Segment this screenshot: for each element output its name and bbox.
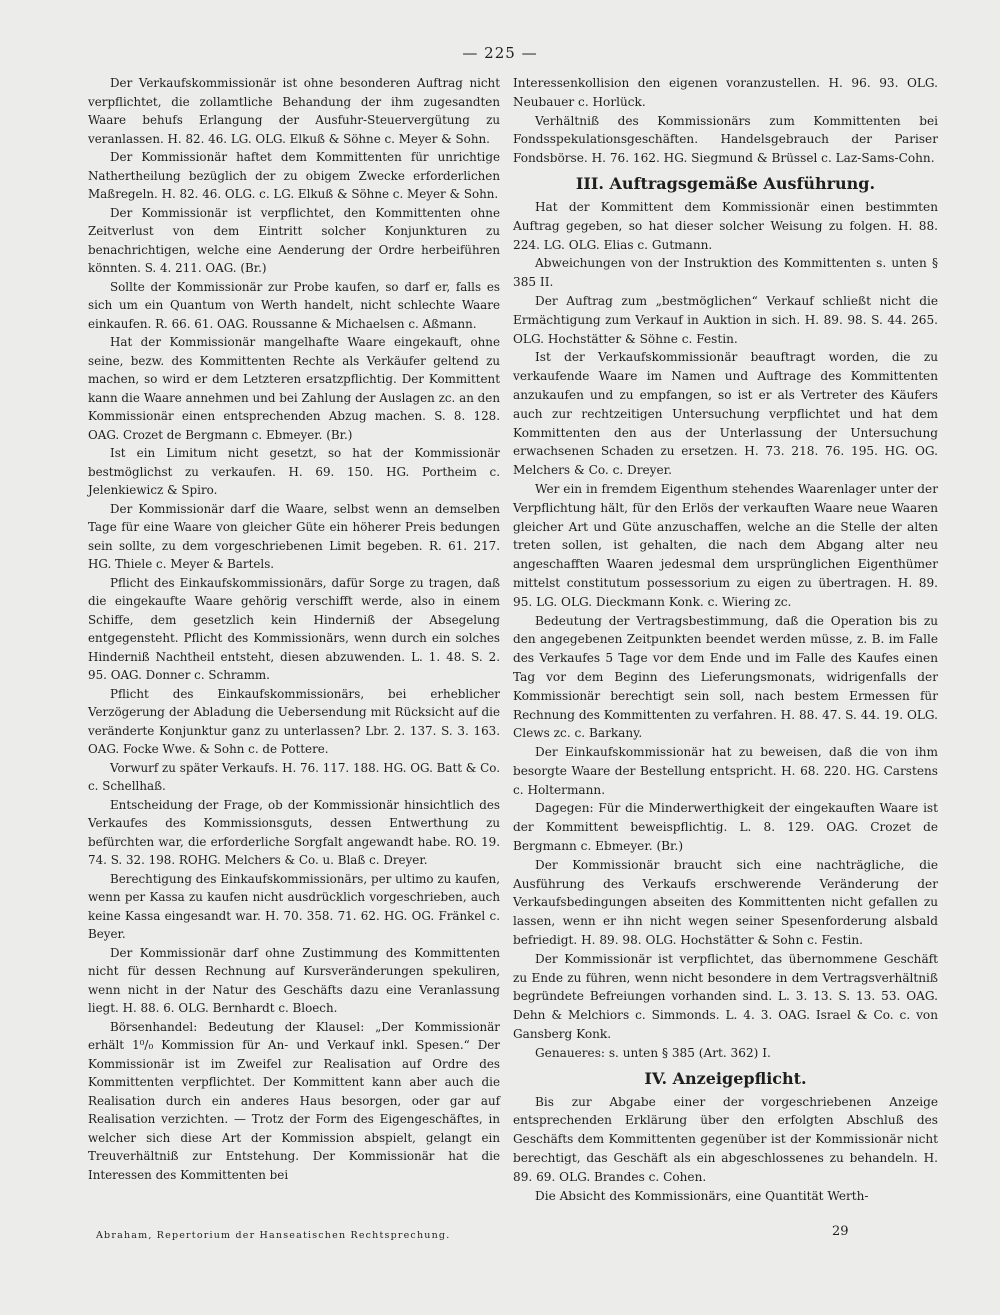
paragraph: Der Kommissionär ist verpflichtet, den Kommittenten ohne Zeitverlust von dem Eintritt solcher Konjunkturen zu benachrichtigen, welche eine Aenderung der Ordre herbeiführen könnten. S. 4. 211. OAG. (Br.) xyxy=(88,205,500,275)
page-number: — 225 — xyxy=(462,44,538,62)
paragraph: Der Kommissionär ist verpflichtet, das übernommene Geschäft zu Ende zu führen, wenn nicht besondere in dem Vertragsverhältniß begründete Befreiungen vorhanden sind. L. 3. 13. S. 13. 53. OAG. Dehn & Melchiors c. Simmonds. L. 4. 3. OAG. Israel & Co. c. von Gansberg Konk. xyxy=(513,951,938,1042)
paragraph: Die Absicht des Kommissionärs, eine Quantität Werth- xyxy=(535,1188,869,1203)
paragraph: Der Verkaufskommissionär ist ohne besonderen Auftrag nicht verpflichtet, die zollamtliche Behandung der ihm zugesandten Waare behufs Erlangung der Ausfuhr-Steuervergütung zu veranlassen. H. 82. 46. LG. OLG. Elkuß & Söhne c. Meyer & Sohn. xyxy=(88,76,500,146)
paragraph: Der Kommissionär braucht sich eine nachträgliche, die Ausführung des Verkaufs erschwerende Veränderung der Verkaufsbedingungen abseiten des Kommittenten nicht gefallen zu lassen, wenn er ihn nicht wegen seiner Spesenforderung alsbald befriedigt. H. 89. 98. OLG. Hochstätter & Sohn c. Festin. xyxy=(513,857,938,948)
paragraph: Wer ein in fremdem Eigenthum stehendes Waarenlager unter der Verpflichtung hält, für den Erlös der verkauften Waare neue Waaren gleicher Art und Güte anzuschaffen, welche an die Stelle der alten treten sollen, ist gehalten, die nach dem Abgang alter neu angeschafften Waaren jedesmal dem ursprünglichen Eigenthümer mittelst constitutum possessorium zu eigen zu übertragen. H. 89. 95. LG. OLG. Dieckmann Konk. c. Wiering zc. xyxy=(513,481,938,609)
paragraph: Ist der Verkaufskommissionär beauftragt worden, die zu verkaufende Waare im Namen und Auftrage des Kommittenten anzukaufen und zu empfangen, so ist er als Vertreter des Käufers auch zur rechtzeitigen Untersuchung verpflichtet und hat dem Kommittenten den aus der Unterlassung der Untersuchung erwachsenen Schaden zu ersetzen. H. 73. 218. 76. 195. HG. OG. Melchers & Co. c. Dreyer. xyxy=(513,350,938,478)
paragraph: Sollte der Kommissionär zur Probe kaufen, so darf er, falls es sich um ein Quantum von Werth handelt, nicht schlechte Waare einkaufen. R. 66. 61. OAG. Roussanne & Michaelsen c. Aßmann. xyxy=(88,279,500,331)
paragraph: Interessenkollision den eigenen voranzustellen. H. 96. 93. OLG. Neubauer c. Horlück. xyxy=(513,76,938,109)
paragraph: Bis zur Abgabe einer der vorgeschriebenen Anzeige entsprechenden Erklärung über den erfolgten Abschluß des Geschäfts dem Kommittenten gegenüber ist der Kommissionär nicht berechtigt, das Geschäft als ein abgeschlossenes zu behandeln. H. 89. 69. OLG. Brandes c. Cohen. xyxy=(513,1094,938,1184)
paragraph: Börsenhandel: Bedeutung der Klausel: „Der Kommissionär erhält 1⁰/₀ Kommission für An- und Verkauf inkl. Spesen.“ Der Kommissionär ist im Zweifel zur Realisation auf Ordre des Kommittenten verpflichtet. Der Kommittent kann aber auch die Realisation durch ein anderes Haus besorgen, oder gar auf Realisation verzichten. — Trotz der Form des Eigengeschäftes, in welcher sich diese Art der Kommission abspielt, gelangt ein Treuverhältniß zur Entstehung. Der Kommissionär hat die Interessen des Kommittenten bei xyxy=(88,1019,500,1182)
footer-citation: Abraham, Repertorium der Hanseatischen Rechtsprechung. xyxy=(96,1230,451,1241)
section-heading: IV. Anzeigepflicht. xyxy=(644,1068,807,1088)
section-heading: III. Auftragsgemäße Ausführung. xyxy=(575,173,876,193)
paragraph: Pflicht des Einkaufskommissionärs, bei erheblicher Verzögerung der Abladung die Uebersendung mit Rücksicht auf die veränderte Konjunktur ganz zu unterlassen? Lbr. 2. 137. S. 3. 163. OAG. Focke Wwe. & Sohn c. de Pottere. xyxy=(88,686,500,756)
paragraph: Der Kommissionär darf die Waare, selbst wenn an demselben Tage für eine Waare von gleicher Güte ein höherer Preis bedungen sein sollte, zu dem vorgeschriebenen Limit begeben. R. 61. 217. HG. Thiele c. Meyer & Bartels. xyxy=(88,501,500,571)
left-column xyxy=(88,74,500,1184)
paragraph: Hat der Kommissionär mangelhafte Waare eingekauft, ohne seine, bezw. des Kommittenten Rechte als Verkäufer geltend zu machen, so wird er dem Letzteren ersatzpflichtig. Der Kommittent kann die Waare annehmen und bei Zahlung der Auslagen zc. an den Kommissionär einen entsprechenden Abzug machen. S. 8. 128. OAG. Crozet de Bergmann c. Ebmeyer. (Br.) xyxy=(88,335,500,442)
paragraph: Dagegen: Für die Minderwerthigkeit der eingekauften Waare ist der Kommittent beweispflichtig. L. 8. 129. OAG. Crozet de Bergmann c. Ebmeyer. (Br.) xyxy=(513,801,938,854)
paragraph: Berechtigung des Einkaufskommissionärs, per ultimo zu kaufen, wenn per Kassa zu kaufen nicht ausdrücklich vorgeschrieben, auch keine Kassa eingesandt war. H. 70. 358. 71. 62. HG. OG. Fränkel c. Beyer. xyxy=(88,871,500,941)
paragraph: Genaueres: s. unten § 385 (Art. 362) I. xyxy=(535,1045,771,1060)
paragraph: Entscheidung der Frage, ob der Kommissionär hinsichtlich des Verkaufes des Kommissionsguts, dessen Entwerthung zu befürchten war, die erforderliche Sorgfalt angewandt habe. RO. 19. 74. S. 32. 198. ROHG. Melchers & Co. u. Blaß c. Dreyer. xyxy=(88,797,500,867)
paragraph: Bedeutung der Vertragsbestimmung, daß die Operation bis zu den angegebenen Zeitpunkten beendet werden müsse, z. B. im Falle des Verkaufes 5 Tage vor dem Ende und im Falle des Kaufes einen Tag vor dem Beginn des Lieferungsmonats, widrigenfalls der Kommissionär berechtigt sein soll, nach bestem Ermessen für Rechnung des Kommittenten zu verfahren. H. 88. 47. S. 44. 19. OLG. Clews zc. c. Barkany. xyxy=(513,613,938,741)
paragraph: Der Auftrag zum „bestmöglichen“ Verkauf schließt nicht die Ermächtigung zum Verkauf in Auktion in sich. H. 89. 98. S. 44. 265. OLG. Hochstätter & Söhne c. Festin. xyxy=(513,293,938,346)
paragraph: Hat der Kommittent dem Kommissionär einen bestimmten Auftrag gegeben, so hat dieser solcher Weisung zu folgen. H. 88. 224. LG. OLG. Elias c. Gutmann. xyxy=(513,199,938,252)
paragraph: Der Einkaufskommissionär hat zu beweisen, daß die von ihm besorgte Waare der Bestellung entspricht. H. 68. 220. HG. Carstens c. Holtermann. xyxy=(513,745,938,797)
paragraph: Abweichungen von der Instruktion des Kommittenten s. unten § 385 II. xyxy=(513,256,938,290)
footer-signature-number: 29 xyxy=(832,1224,849,1239)
paragraph: Der Kommissionär haftet dem Kommittenten für unrichtige Nathertheilung bezüglich der zu obigem Zwecke erforderlichen Maßregeln. H. 82. 46. OLG. c. LG. Elkuß & Söhne c. Meyer & Sohn. xyxy=(88,150,500,201)
right-column xyxy=(513,74,938,1205)
paragraph: Pflicht des Einkaufskommissionärs, dafür Sorge zu tragen, daß die eingekaufte Waare gehörig verschifft werde, also in einem Schiffe, dem gesetzlich kein Hinderniß der Absegelung entgegensteht. Pflicht des Kommissionärs, wenn durch ein solches Hinderniß Nachtheil entsteht, diesen abzuwenden. L. 1. 48. S. 2. 95. OAG. Donner c. Schramm. xyxy=(88,575,500,682)
paragraph: Vorwurf zu später Verkaufs. H. 76. 117. 188. HG. OG. Batt & Co. c. Schellhaß. xyxy=(88,760,500,793)
paragraph: Ist ein Limitum nicht gesetzt, so hat der Kommissionär bestmöglichst zu verkaufen. H. 69. 150. HG. Portheim c. Jelenkiewicz & Spiro. xyxy=(88,446,500,497)
paragraph: Verhältniß des Kommissionärs zum Kommittenten bei Fondsspekulationsgeschäften. Handelsgebrauch der Pariser Fondsbörse. H. 76. 162. HG. Siegmund & Brüssel c. Laz-Sams-Cohn. xyxy=(513,113,938,166)
paragraph: Der Kommissionär darf ohne Zustimmung des Kommittenten nicht für dessen Rechnung auf Kursveränderungen spekuliren, wenn nicht in der Natur des Geschäfts dazu eine Veranlassung liegt. H. 88. 6. OLG. Bernhardt c. Bloech. xyxy=(88,945,500,1015)
